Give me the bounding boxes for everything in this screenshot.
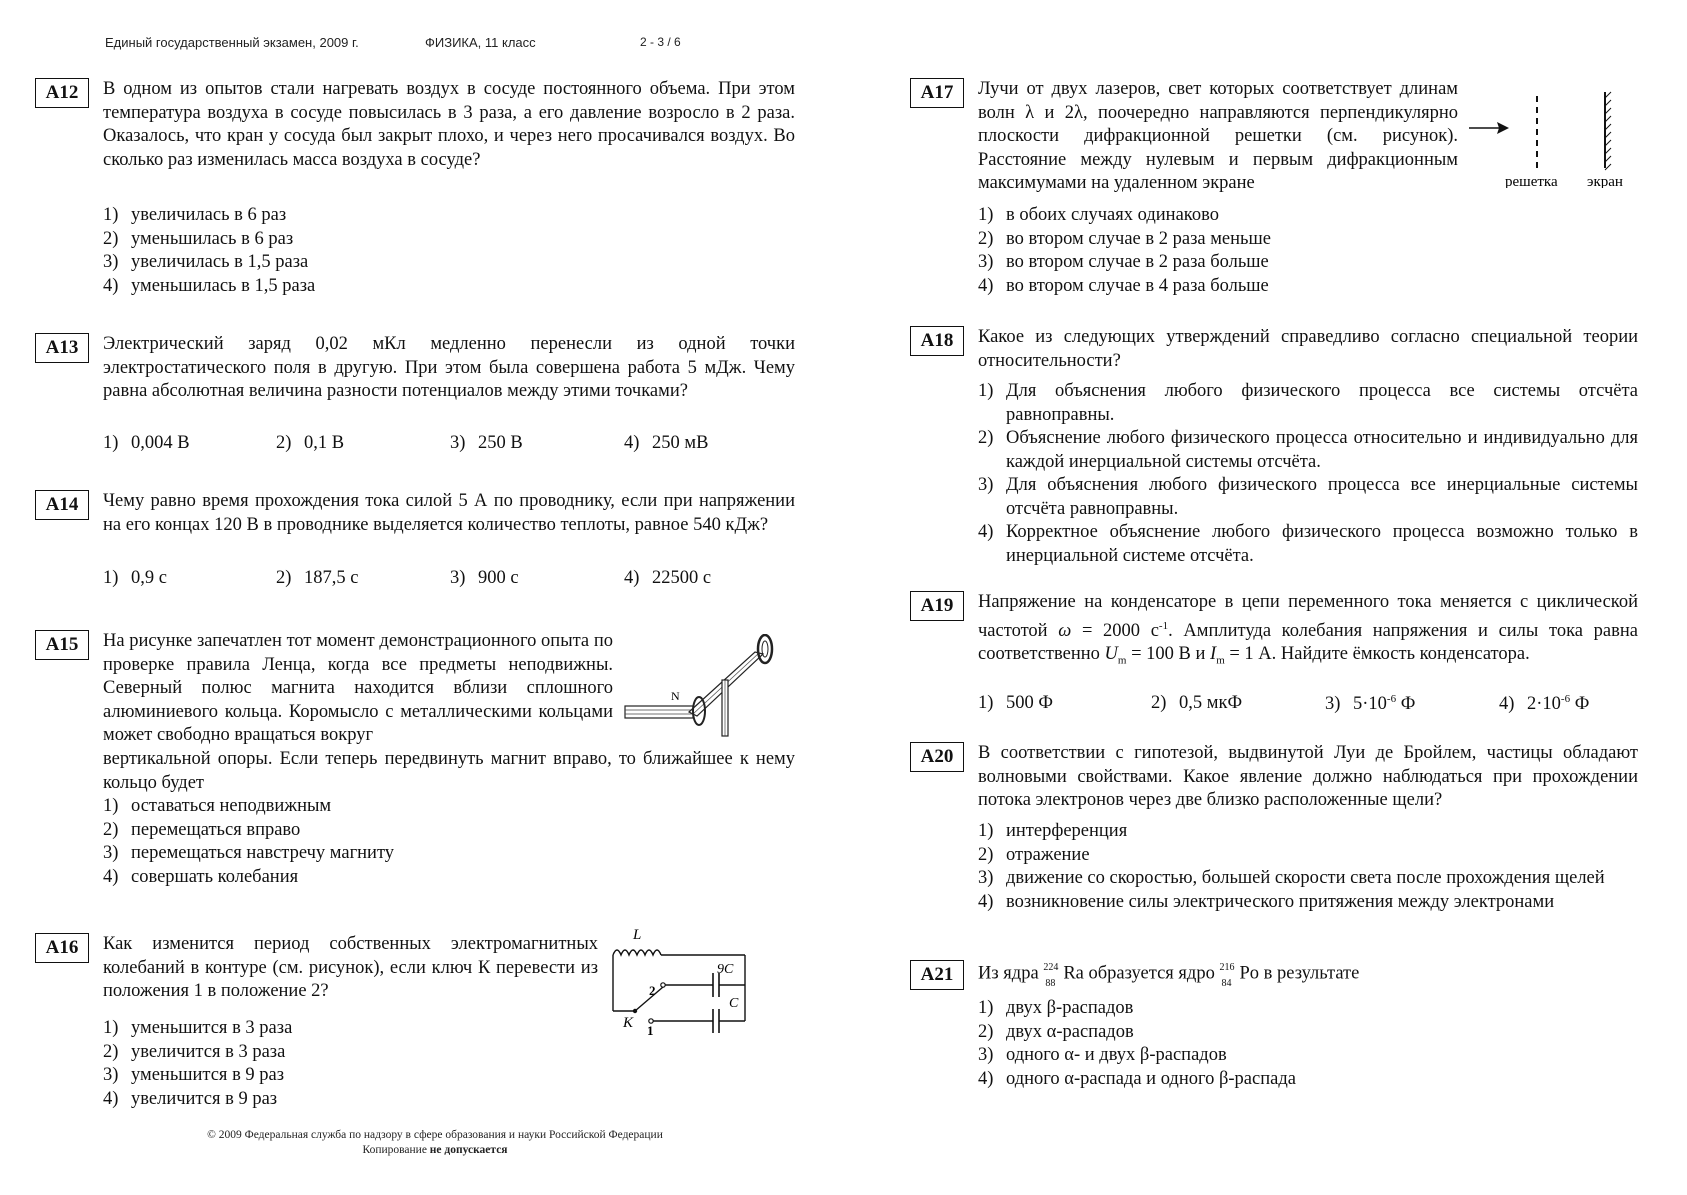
option-3: 3) увеличилась в 1,5 раза	[103, 252, 309, 272]
subject-title: ФИЗИКА, 11 класс	[425, 35, 536, 50]
task-number: A21	[910, 960, 964, 990]
task-number: A14	[35, 490, 89, 520]
options-list	[978, 204, 1271, 298]
capacitor-9c-label: 9C	[717, 962, 734, 977]
options-list	[978, 997, 1296, 1091]
option-1: 1) оставаться неподвижным	[103, 796, 332, 816]
grating-label: решетка	[1505, 174, 1558, 188]
option-3: 3) перемещаться навстречу магниту	[103, 843, 395, 863]
option-2: 2) отражение	[978, 844, 1090, 865]
option-4: 4) 250 мВ	[624, 433, 709, 453]
options-list	[103, 1017, 292, 1111]
task-text: Как изменится период собственных электромагнитных колебаний в контуре (см. рисунок), если ключ К перевести из положения 1 в положение 2?	[103, 934, 598, 1001]
option-2: 2) перемещаться вправо	[103, 819, 301, 840]
option-1: 1) двух β-распадов	[978, 998, 1134, 1018]
north-pole-label: N	[671, 689, 680, 703]
task-number: A16	[35, 933, 89, 963]
task-number: A17	[910, 78, 964, 108]
task-text: Лучи от двух лазеров, свет которых соответствует длинам волн λ и 2λ, поочередно направляются перпендикулярно плоскости дифракционной решетки (см. рисунок). Расстояние между нулевым и первым дифракционным максимумами на удаленном экране	[978, 79, 1458, 193]
option-1: 1) 0,9 с	[103, 568, 167, 588]
option-1: 1) 500 Ф	[978, 693, 1053, 713]
task-number: A18	[910, 326, 964, 356]
task-text: В соответствии с гипотезой, выдвинутой Луи де Бройлем, частицы обладают волновыми свойствами. Какое явление должно наблюдаться при прохождении потока электронов через две близко расположенные щели?	[978, 743, 1638, 810]
screen-label: экран	[1587, 174, 1623, 188]
capacitor-c-label: C	[729, 996, 739, 1011]
option-2: 2) двух α-распадов	[978, 1021, 1134, 1042]
options-list	[978, 380, 1638, 568]
task-text: Из ядра 224 88 Ra образуется ядро 216 84 Po в результате	[978, 962, 1360, 989]
options-row	[978, 693, 1638, 717]
option-2: 2) 187,5 с	[276, 568, 359, 588]
option-2: 2) уменьшилась в 6 раз	[103, 228, 294, 249]
option-2: 2) 0,5 мкФ	[1151, 693, 1243, 713]
switch-label: K	[623, 1015, 634, 1031]
option-4: 4) $2\cdot 10^{-6}$ Ф	[1499, 693, 1590, 715]
lenz-demo-figure	[623, 634, 793, 739]
task-number: A20	[910, 742, 964, 772]
task-number: A13	[35, 333, 89, 363]
page-number: 2 - 3 / 6	[640, 35, 681, 49]
inductor-label: L	[633, 927, 642, 943]
option-1: 1) увеличилась в 6 раз	[103, 205, 287, 225]
copy-notice: Копирование не допускается	[362, 1144, 508, 1156]
inductor	[613, 950, 661, 955]
task-text: Электрический заряд 0,02 мКл медленно перенесли из одной точки электростатического поля в другую. При этом была совершена работа 5 мДж. Чему равна абсолютная величина разности потенциалов между этими точками?	[103, 334, 795, 401]
option-3: 3) 250 В	[450, 433, 523, 453]
option-2: 2) Объяснение любого физического процесса относительно и индивидуально для каждой инерциальной системы отсчёта.	[978, 428, 1638, 472]
options-row	[103, 568, 795, 592]
option-2: 2) 0,1 В	[276, 433, 345, 453]
option-4: 4) увеличится в 9 раз	[103, 1088, 278, 1109]
option-3: 3) движение со скоростью, большей скорости света после прохождения щелей	[978, 868, 1605, 888]
option-1: 1) 0,004 В	[103, 433, 190, 453]
task-number: A19	[910, 591, 964, 621]
option-1: 1) уменьшится в 3 раза	[103, 1018, 293, 1038]
options-list	[103, 204, 315, 298]
task-number: A15	[35, 630, 89, 660]
option-3: 3) 900 с	[450, 568, 519, 588]
lc-circuit-figure	[605, 927, 765, 1037]
exam-title: Единый государственный экзамен, 2009 г.	[105, 35, 359, 50]
options-list	[978, 820, 1638, 914]
page-footer	[0, 1128, 870, 1158]
task-text: На рисунке запечатлен тот момент демонстрационного опыта по проверке правила Ленца, когда все предметы неподвижны. Северный полюс магнита находится вблизи сплошного алюминиевого кольца. Коромысло с металлическими кольцами может свободно вращаться вокруг	[103, 631, 613, 745]
option-1: 1) в обоих случаях одинаково	[978, 205, 1219, 225]
option-3: 3) во втором случае в 2 раза больше	[978, 252, 1269, 272]
task-text: Какое из следующих утверждений справедливо согласно специальной теории относительности?	[978, 327, 1638, 371]
switch-position-1: 1	[647, 1023, 654, 1037]
option-1: 1) Для объяснения любого физического процесса все системы отсчёта равноправны.	[978, 381, 1638, 425]
polonium-nuclide: 216 84	[1219, 962, 1235, 989]
diffraction-figure	[1465, 88, 1645, 188]
option-4: 4) 22500 с	[624, 568, 712, 588]
task-text: Напряжение на конденсаторе в цепи переменного тока меняется с циклической частотой ω = 2000 $с^{-1}$. Амплитуда колебания напряжения и силы тока равна соответственно $U_m = 100$ В и $I_m = 1$ А. Найдите ёмкость конденсатора.	[978, 592, 1638, 667]
radium-nuclide: 224 88	[1043, 962, 1059, 989]
option-4: 4) во втором случае в 4 раза больше	[978, 275, 1269, 296]
option-4: 4) возникновение силы электрического притяжения между электронами	[978, 891, 1555, 912]
option-1: 1) интерференция	[978, 821, 1128, 841]
option-3: 3) Для объяснения любого физического процесса все инерциальные системы отсчёта равноправны.	[978, 475, 1638, 519]
magnet	[625, 706, 693, 718]
task-text: Чему равно время прохождения тока силой 5 А по проводнику, если при напряжении на его концах 120 В в проводнике выделяется количество теплоты, равное 540 кДж?	[103, 491, 795, 535]
copyright: © 2009 Федеральная служба по надзору в сфере образования и науки Российской Федерации	[207, 1129, 663, 1141]
switch-position-2: 2	[649, 983, 656, 998]
option-3: 3) одного α- и двух β-распадов	[978, 1045, 1227, 1065]
option-4: 4) Корректное объяснение любого физического процесса возможно только в инерциальной системе отсчёта.	[978, 522, 1638, 566]
far-ring	[758, 635, 772, 663]
option-2: 2) во втором случае в 2 раза меньше	[978, 228, 1271, 249]
options-list	[103, 795, 394, 889]
task-text: В одном из опытов стали нагревать воздух в сосуде постоянного объема. При этом температура воздуха в сосуде повысилась в 3 раза, а его давление возросло в 2 раза. Оказалось, что кран у сосуда был закрыт плохо, и через него просачивался воздух. Во сколько раз изменилась масса воздуха в сосуде?	[103, 79, 795, 170]
task-text-continued: вертикальной опоры. Если теперь передвинуть магнит вправо, то ближайшее к нему кольцо будет	[103, 749, 795, 793]
option-3: 3) $5\cdot 10^{-6}$ Ф	[1325, 693, 1416, 715]
task-number: A12	[35, 78, 89, 108]
option-4: 4) уменьшилась в 1,5 раза	[103, 275, 316, 296]
option-3: 3) уменьшится в 9 раз	[103, 1065, 285, 1085]
option-4: 4) совершать колебания	[103, 866, 299, 887]
option-2: 2) увеличится в 3 раза	[103, 1041, 286, 1062]
option-4: 4) одного α-распада и одного β-распада	[978, 1068, 1296, 1089]
options-row	[103, 433, 795, 457]
